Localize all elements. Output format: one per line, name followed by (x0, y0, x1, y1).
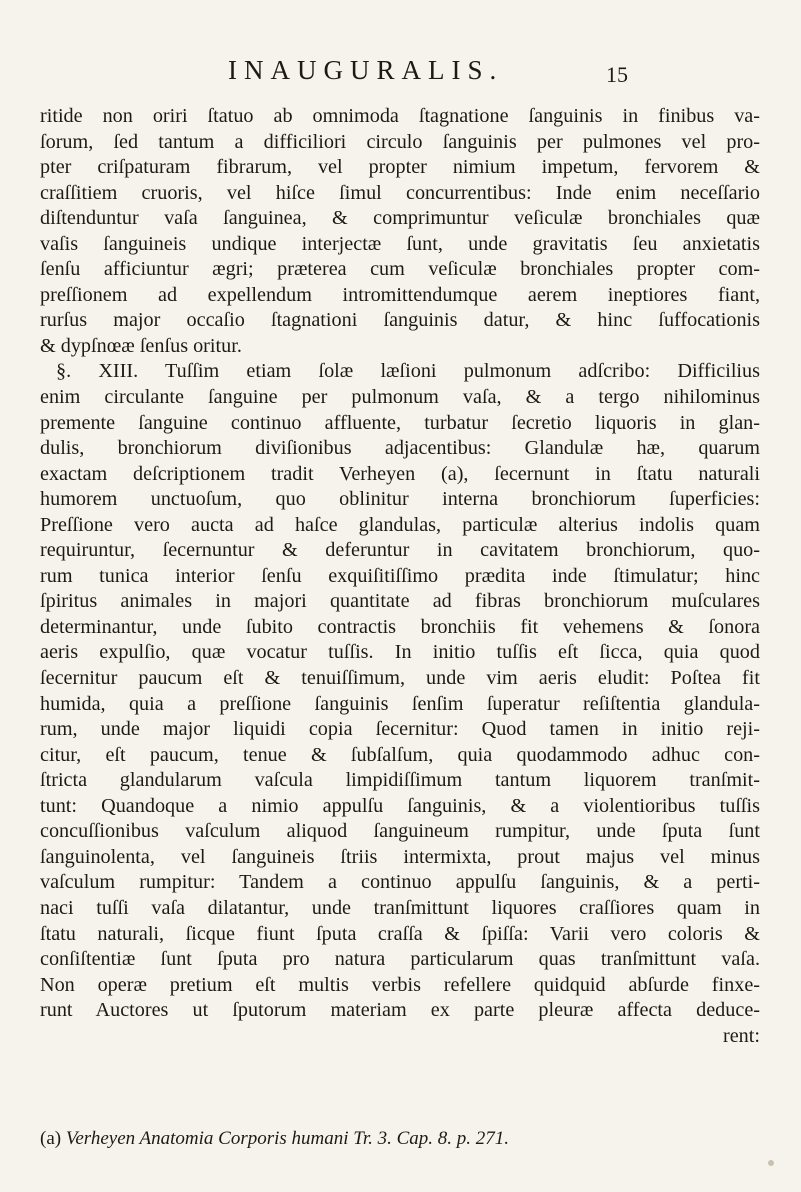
text-line: ſecernitur paucum eſt & tenuiſſimum, unde vim aeris eludit: Poſtea fit (40, 667, 760, 690)
text-line: humorem unctuoſum, quo oblinitur interna bronchiorum ſuperficies: (40, 488, 760, 511)
text-line: premente ſanguine continuo affluente, turbatur ſecretio liquoris in glan- (40, 411, 760, 434)
footnote-text: Verheyen Anatomia Corporis humani Tr. 3. Cap. 8. p. 271. (65, 1128, 510, 1149)
footnote-marker: (a) (40, 1128, 62, 1149)
page-header (0, 55, 801, 95)
text-line: vaſculum rumpitur: Tandem a continuo appulſu ſanguinis, & a perti- (40, 871, 760, 894)
text-line: rum, unde major liquidi copia ſecernitur: Quod tamen in initio reji- (40, 718, 760, 741)
body-text (40, 104, 760, 1049)
text-line: runt Auctores ut ſputorum materiam ex parte pleuræ affecta deduce- (40, 999, 760, 1022)
text-line: Preſſione vero aucta ad haſce glandulas, particulæ alterius indolis quam (40, 513, 760, 536)
text-line: enim circulante ſanguine per pulmonum vaſa, & a tergo nihilominus (40, 386, 760, 409)
text-line: craſſitiem cruoris, vel hiſce ſimul concurrentibus: Inde enim neceſſario (40, 181, 760, 204)
text-line: concuſſionibus vaſculum aliquod ſanguineum rumpitur, unde ſputa ſunt (40, 820, 760, 843)
footnote (40, 1128, 760, 1150)
text-line: dulis, bronchiorum diviſionibus adjacentibus: Glandulæ hæ, quarum (40, 437, 760, 460)
text-line: ſpiritus animales in majori quantitate ad fibras bronchiorum muſculares (40, 590, 760, 613)
text-line: rum tunica interior ſenſu exquiſitiſſimo prædita inde ſtimulatur; hinc (40, 564, 760, 587)
text-line: humida, quia a preſſione ſanguinis ſenſim ſuperatur reſiſtentia glandula- (40, 692, 760, 715)
text-line: ritide non oriri ſtatuo ab omnimoda ſtagnatione ſanguinis in finibus va- (40, 105, 760, 127)
text-line: determinantur, unde ſubito contractis bronchiis fit vehemens & ſonora (40, 615, 760, 638)
text-line: ſtatu naturali, ſicque fiunt ſputa craſſa & ſpiſſa: Varii vero coloris & (40, 922, 760, 945)
text-line: rurſus major occaſio ſtagnationi ſanguinis datur, & hinc ſuffocationis (40, 309, 760, 332)
text-line: diſtenduntur vaſa ſanguinea, & comprimuntur veſiculæ bronchiales quæ (40, 207, 760, 230)
text-line: & dypſnœæ ſenſus oritur. (40, 334, 242, 357)
text-line: ſorum, ſed tantum a difficiliori circulo ſanguinis per pulmones vel pro- (40, 130, 760, 153)
text-line: pter criſpaturam fibrarum, vel propter nimium impetum, fervorem & (40, 156, 760, 179)
text-line: naci tuſſi vaſa dilatantur, unde tranſmittunt liquores craſſiores quam in (40, 896, 760, 919)
text-line: tunt: Quandoque a nimio appulſu ſanguinis, & a violentioribus tuſſis (40, 794, 760, 817)
text-line: requiruntur, ſecernuntur & deferuntur in cavitatem bronchiorum, quo- (40, 539, 760, 562)
text-line: vaſis ſanguineis undique interjectæ ſunt, unde gravitatis ſeu anxietatis (40, 232, 760, 255)
text-line: ſtricta glandularum vaſcula limpidiſſimum tantum liquorem tranſmit- (40, 769, 760, 792)
page-number: 15 (606, 62, 628, 87)
catchword-line: rent: (723, 1024, 760, 1047)
text-line: preſſionem ad expellendum intromittendumque aerem ineptiores fiant, (40, 283, 760, 306)
text-line: conſiſtentiæ ſunt ſputa pro natura particularum quas tranſmittunt vaſa. (40, 948, 760, 971)
text-line: ſanguinolenta, vel ſanguineis ſtriis intermixta, prout majus vel minus (40, 845, 760, 868)
text-line: Non operæ pretium eſt multis verbis refellere quidquid abſurde finxe- (40, 973, 760, 996)
text-line: exactam deſcriptionem tradit Verheyen (a), ſecernunt in ſtatu naturali (40, 462, 760, 485)
paper-stain (768, 1160, 774, 1166)
text-line: citur, eſt paucum, tenue & ſubſalſum, quia quodammodo adhuc con- (40, 743, 760, 766)
text-line: ſenſu afficiuntur ægri; præterea cum veſiculæ bronchiales propter com- (40, 258, 760, 281)
section-heading-line: §. XIII. Tuſſim etiam ſolæ læſioni pulmonum adſcribo: Difficilius (56, 360, 760, 383)
text-line: aeris expulſio, quæ vocatur tuſſis. In initio tuſſis eſt ſicca, quia quod (40, 641, 760, 664)
running-head: INAUGURALIS. (228, 55, 504, 85)
